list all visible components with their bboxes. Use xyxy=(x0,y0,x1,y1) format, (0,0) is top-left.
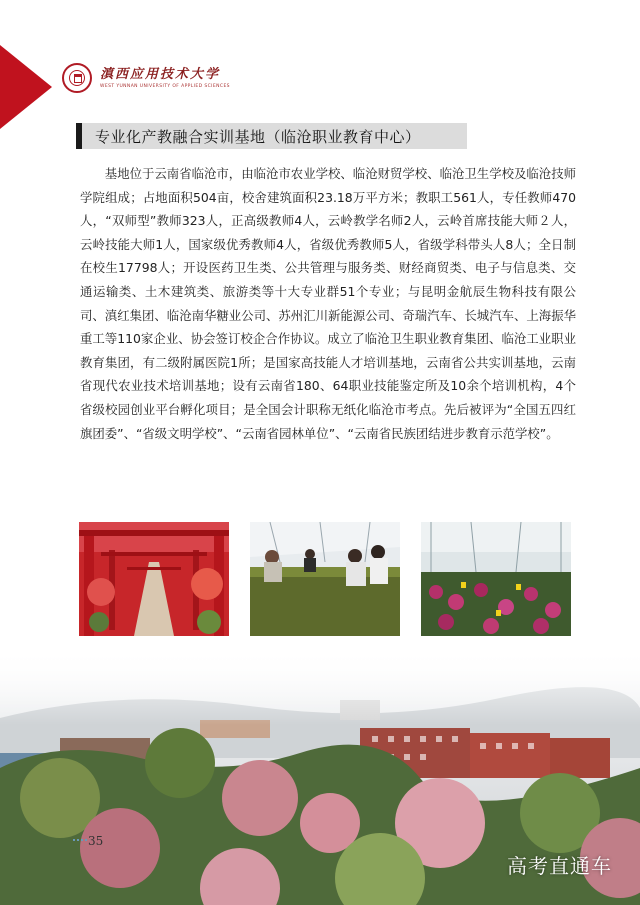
seedling-greenhouse-photo xyxy=(250,522,400,636)
section-header xyxy=(76,123,467,149)
logo-english-name: WEST YUNNAN UNIVERSITY OF APPLIED SCIENCES xyxy=(100,84,230,89)
university-seal-icon xyxy=(62,63,92,93)
body-paragraph: 基地位于云南省临沧市，由临沧市农业学校、临沧财贸学校、临沧卫生学校及临沧技师学院组成；占地面积504亩，校舍建筑面积23.18万平方米；教职工561人，专任教师470人，“双师型”教师323人，正高级教师4人，云岭教学名师2人，云岭首席技能大师２人，云岭技能大师1人，国家级优秀教师4人，省级优秀教师5人，省级学科带头人8人；全日制在校生17798人；开设医药卫生类、公共管理与服务类、财经商贸类、电子与信息类、交通运输类、土木建筑类、旅游类等十大专业群51个专业；与昆明金航辰生物科技有限公司、滇红集团、临沧南华糖业公司、苏州汇川新能源公司、奇瑞汽车、长城汽车、上海振华重工等110家企业、协会签订校企合作协议。成立了临沧卫生职业教育集团、临沧工业职业教育集团，有二级附属医院1所；是国家高技能人才培训基地，云南省公共实训基地，云南省现代农业技术培训基地；设有云南省180、64职业技能鉴定所及10余个培训机构，4个省级校园创业平台孵化项目；是全国会计职称无纸化临沧市考点。先后被评为“全国五四红旗团委”、“省级文明学校”、“云南省园林单位”、“云南省民族团结进步教育示范学校”。 xyxy=(80,166,576,441)
page-number: 35 xyxy=(88,834,104,848)
section-title: 专业化产教融合实训基地（临沧职业教育中心） xyxy=(95,127,421,146)
red-corridor-photo xyxy=(79,522,229,636)
watermark-text: 高考直通车 xyxy=(507,854,612,878)
corner-red-triangle xyxy=(0,45,52,129)
page-number-dots xyxy=(73,839,87,843)
flower-greenhouse-photo xyxy=(421,522,571,636)
logo-chinese-name: 滇西应用技术大学 xyxy=(100,67,221,82)
university-logo xyxy=(62,63,230,93)
